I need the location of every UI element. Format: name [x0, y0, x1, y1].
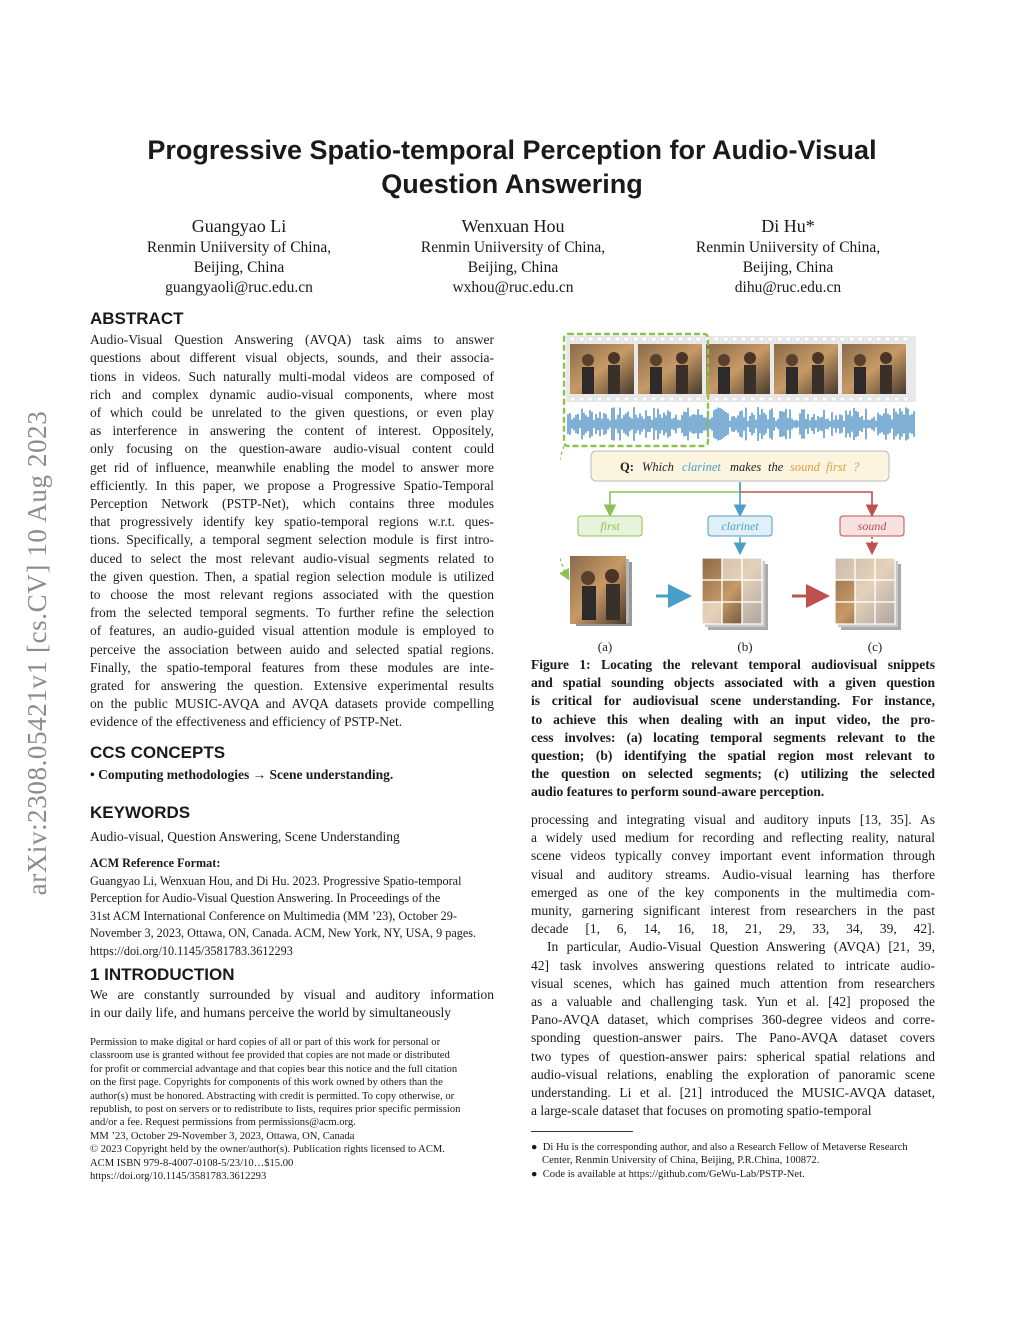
panel-label-c: (c) — [867, 639, 883, 654]
film-sprocket — [759, 337, 764, 341]
audio-waveform — [568, 407, 914, 441]
body-line: as a valuable and challenging task. Yun et al. [42] proposed the — [531, 994, 935, 1010]
film-sprocket — [804, 337, 809, 341]
abstract-line: of which could be unrelated to the given questions, or even play — [90, 405, 494, 421]
film-sprocket — [606, 397, 611, 401]
frame-person-head — [744, 352, 756, 364]
film-sprocket — [831, 397, 836, 401]
introduction-line: We are constantly surrounded by visual and auditory information — [90, 987, 494, 1003]
caption-line: cess involves: (a) locating temporal segments relevant to the — [531, 729, 935, 745]
abstract-line: evidence of the effectiveness and efficiency of PSTP-Net. — [90, 714, 403, 730]
film-sprocket — [732, 337, 737, 341]
abstract-line: of features, an audio-guided visual attention module is employed to — [90, 623, 494, 639]
abstract-line: grated for answering the question. Extensive experimental results — [90, 678, 494, 694]
film-sprocket — [669, 397, 674, 401]
arxiv-identifier: arXiv:2308.05421v1 [cs.CV] 10 Aug 2023 — [22, 410, 52, 896]
panel-grid-cell — [835, 602, 855, 624]
film-sprocket — [687, 337, 692, 341]
abstract-line: questions about different visual objects, sounds, and their associa- — [90, 350, 494, 366]
film-sprocket — [840, 337, 845, 341]
abstract-line: tions in videos. Such naturally multi-modal videos are composed of — [90, 368, 494, 384]
film-sprocket — [570, 337, 575, 341]
body-line: a widely used medium for recording and reflecting reality, natural — [531, 830, 935, 846]
film-sprocket — [894, 337, 899, 341]
film-sprocket — [588, 397, 593, 401]
abstract-line: that progressively identify key spatio-temporal regions w.r.t. ques- — [90, 514, 494, 530]
frame-person-body — [880, 365, 892, 394]
abstract-line: Perception Network (PSTP-Net), which contains three modules — [90, 496, 494, 512]
body-line: a large-scale dataset that focuses on promoting spatio-temporal — [531, 1103, 872, 1119]
author-block-2 — [383, 214, 643, 298]
body-line: understanding. Li et al. [21] introduced the MUSIC-AVQA dataset, — [531, 1085, 935, 1101]
author-location: Beijing, China — [742, 259, 834, 276]
introduction-heading: 1 INTRODUCTION — [90, 965, 235, 984]
film-sprocket — [723, 397, 728, 401]
permission-line: republish, to post on servers or to redistribute to lists, requires prior specific permission — [90, 1104, 461, 1116]
author-location: Beijing, China — [467, 259, 559, 276]
keywords-text: Audio-visual, Question Answering, Scene Understanding — [90, 829, 400, 845]
body-line: munity, garnering significant interest from researchers in the past — [531, 903, 935, 919]
frame-person-body — [676, 365, 688, 394]
footnote-1: ● Di Hu is the corresponding author, and also a Research Fellow of Metaverse Research — [531, 1142, 908, 1153]
introduction-section — [90, 966, 494, 1023]
frame-person-head — [854, 354, 866, 366]
panel-grid-cell — [742, 580, 762, 602]
film-sprocket — [777, 337, 782, 341]
frame-person-body — [744, 365, 756, 394]
body-line: two types of question-answer pairs: spherical spatial relations and — [531, 1048, 935, 1064]
body-line: visual and auditory streams. Audio-visual learning has therfore — [531, 866, 935, 882]
acm-reference — [90, 855, 494, 961]
frame-person-head — [676, 352, 688, 364]
ccs-section — [90, 744, 494, 784]
tag-clarinet-label: clarinet — [721, 519, 759, 533]
reference-line: 31st ACM International Conference on Multimedia (MM ’23), October 29- — [90, 908, 457, 923]
film-sprocket — [849, 337, 854, 341]
frame-person-head — [608, 352, 620, 364]
introduction-text — [90, 986, 494, 1022]
panel-grid-cell — [875, 602, 895, 624]
panel-grid-cell — [722, 602, 742, 624]
frame-person-head — [812, 352, 824, 364]
panel-grid-cell — [702, 558, 722, 580]
film-sprocket — [813, 337, 818, 341]
author-affiliation: Renmin Uniiversity of China, — [146, 239, 332, 256]
film-sprocket — [696, 337, 701, 341]
body-line: audio-visual relations, enabling the exploration of panoramic scene — [531, 1066, 935, 1082]
film-sprocket — [867, 397, 872, 401]
permission-line: on the first page. Copyrights for components of this work owned by others than the — [90, 1077, 443, 1089]
caption-line: Figure 1: Locating the relevant temporal audiovisual snippets — [531, 657, 935, 672]
body-line: visual scenes, which has gained much attention from researchers — [531, 975, 935, 991]
film-sprocket — [858, 337, 863, 341]
acm-reference-heading: ACM Reference Format: — [90, 856, 221, 870]
abstract-heading: ABSTRACT — [90, 309, 184, 328]
panel-a — [570, 556, 632, 626]
film-sprocket — [723, 337, 728, 341]
acm-reference-text — [90, 873, 494, 961]
video-frame — [638, 344, 702, 394]
author-name: Guangyao Li — [191, 216, 287, 236]
film-sprocket — [615, 397, 620, 401]
panel-grid-cell — [875, 580, 895, 602]
permission-line: https://doi.org/10.1145/3581783.3612293 — [90, 1171, 267, 1183]
film-sprocket — [903, 397, 908, 401]
body-line: sponding question-answer pairs. The Pano-AVQA dataset covers — [531, 1030, 935, 1046]
frame-person-head — [786, 354, 798, 366]
author-email[interactable]: dihu@ruc.edu.cn — [734, 279, 842, 296]
keywords-heading: KEYWORDS — [90, 803, 191, 822]
film-sprocket — [822, 337, 827, 341]
reference-line: Guangyao Li, Wenxuan Hou, and Di Hu. 2023. Progressive Spatio-temporal — [90, 873, 462, 888]
video-frame — [706, 344, 770, 394]
film-sprocket — [606, 337, 611, 341]
arrow-segment-to-panel-a — [560, 446, 568, 578]
permission-text — [90, 1036, 494, 1183]
film-sprocket — [813, 397, 818, 401]
film-sprocket — [732, 397, 737, 401]
frame-person-body — [608, 365, 620, 394]
film-sprocket — [876, 337, 881, 341]
video-frame — [842, 344, 906, 394]
frame-person-head — [880, 352, 892, 364]
film-sprocket — [840, 397, 845, 401]
video-film-strip — [566, 336, 916, 402]
panel-grid-cell — [855, 580, 875, 602]
permission-line: for profit or commercial advantage and that copies bear this notice and the full citation — [90, 1063, 458, 1075]
frame-person-body — [718, 367, 730, 394]
footnote-rule — [531, 1131, 633, 1132]
abstract-line: efficiently. In this paper, we propose a Progressive Spatio-Temporal — [90, 477, 494, 493]
arrow-to-sound — [740, 492, 872, 514]
film-sprocket — [624, 397, 629, 401]
film-sprocket — [687, 397, 692, 401]
film-sprocket — [642, 397, 647, 401]
ccs-heading: CCS CONCEPTS — [90, 743, 226, 762]
body-line: emerged as one of the key components in the multimedia com- — [531, 884, 935, 900]
panel-grid-cell — [855, 558, 875, 580]
abstract-line: tions. Specifically, a temporal segment selection module is first intro- — [90, 532, 494, 548]
film-sprocket — [624, 337, 629, 341]
abstract-line: the given question. Then, a spatial region selection module is utilized — [90, 568, 494, 584]
film-sprocket — [696, 397, 701, 401]
film-sprocket — [804, 397, 809, 401]
film-sprocket — [678, 337, 683, 341]
right-body-text — [531, 811, 935, 1120]
film-sprocket — [633, 397, 638, 401]
body-line: In particular, Audio-Visual Question Answering (AVQA) [21, 39, — [547, 939, 935, 955]
abstract-line: from the selected temporal segments. To further refine the selection — [90, 605, 494, 621]
abstract-line: duced to select the most relevant audio-visual segments related to — [90, 550, 494, 566]
panel-grid-cell — [722, 558, 742, 580]
permission-line: MM ’23, October 29-November 3, 2023, Ottawa, ON, Canada — [90, 1130, 355, 1142]
permission-line: classroom use is granted without fee provided that copies are not made or distributed — [90, 1050, 450, 1062]
panel-grid-cell — [875, 558, 895, 580]
panel-grid-cell — [702, 580, 722, 602]
film-sprocket — [750, 397, 755, 401]
abstract-line: to choose the most relevant regions associated with the question — [90, 587, 494, 603]
caption-line: is critical for audiovisual scene understanding. For instance, — [531, 693, 935, 709]
author-affiliation: Renmin Uniiversity of China, — [695, 239, 881, 256]
film-sprocket — [849, 397, 854, 401]
film-sprocket — [651, 397, 656, 401]
film-sprocket — [750, 337, 755, 341]
film-sprocket — [768, 397, 773, 401]
panel-grid-cell — [855, 602, 875, 624]
permission-line: ACM ISBN 979-8-4007-0108-5/23/10…$15.00 — [90, 1157, 294, 1169]
permission-line: Permission to make digital or hard copies of all or part of this work for personal or — [90, 1037, 441, 1048]
reference-line: https://doi.org/10.1145/3581783.3612293 — [90, 943, 293, 958]
permission-line: © 2023 Copyright held by the owner/author(s). Publication rights licensed to ACM. — [90, 1144, 445, 1156]
arrow-to-first — [610, 482, 740, 514]
panel-grid-cell — [742, 602, 762, 624]
panel-grid-cell — [702, 602, 722, 624]
panel-grid-cell — [835, 558, 855, 580]
keywords-section — [90, 804, 494, 846]
film-sprocket — [660, 397, 665, 401]
question-text: Q: Which clarinet makes the sound first ? — [620, 460, 860, 474]
footnotes — [531, 1141, 935, 1181]
caption-line: to achieve this when dealing with an input video, the pro- — [531, 711, 935, 727]
panel-label-a: (a) — [597, 639, 613, 654]
film-sprocket — [876, 397, 881, 401]
abstract-line: as interference in answering the content of interest. Oppositely, — [90, 423, 494, 439]
video-frame — [774, 344, 838, 394]
author-affiliation: Renmin Uniiversity of China, — [420, 239, 606, 256]
abstract-line: Audio-Visual Question Answering (AVQA) task aims to answer — [90, 332, 494, 348]
panel-c — [835, 558, 901, 630]
abstract-line: only focusing on the question-aware audio-visual content could — [90, 441, 494, 457]
tag-first-label: first — [600, 519, 620, 533]
right-body — [531, 811, 935, 1120]
abstract-text — [90, 331, 494, 731]
frame-person-body — [854, 367, 866, 394]
film-sprocket — [588, 337, 593, 341]
caption-line: and spatial sounding objects associated with a given question — [531, 675, 935, 691]
abstract-line: on the public MUSIC-AVQA and AVQA datasets provide compelling — [90, 696, 494, 712]
body-line: 42] task involves answering questions related to intricate audio- — [531, 957, 935, 973]
film-sprocket — [831, 337, 836, 341]
film-sprocket — [777, 397, 782, 401]
film-sprocket — [579, 337, 584, 341]
author-name: Wenxuan Hou — [461, 216, 565, 236]
author-name: Di Hu* — [761, 216, 815, 236]
film-sprocket — [597, 397, 602, 401]
frame-person-body — [812, 365, 824, 394]
film-sprocket — [714, 337, 719, 341]
caption-line: question; (b) identifying the spatial region most relevant to — [531, 748, 935, 764]
film-sprocket — [786, 337, 791, 341]
film-sprocket — [678, 397, 683, 401]
film-sprocket — [651, 337, 656, 341]
film-sprocket — [885, 337, 890, 341]
author-block-3 — [658, 214, 918, 298]
film-sprocket — [768, 337, 773, 341]
film-sprocket — [633, 337, 638, 341]
author-location: Beijing, China — [193, 259, 285, 276]
body-line: decade [1, 6, 14, 16, 18, 21, 29, 33, 34, 39, 42]. — [531, 921, 935, 937]
film-sprocket — [795, 397, 800, 401]
ccs-text: • Computing methodologies → Scene understanding. — [90, 767, 394, 783]
abstract-line: perceive the association between auido and selected spatial regions. — [90, 641, 494, 657]
introduction-line: in our daily life, and humans perceive the world by simultaneously — [90, 1005, 452, 1021]
title-line-2: Question Answering — [381, 169, 643, 199]
film-sprocket — [642, 337, 647, 341]
frame-person-body — [582, 367, 594, 394]
film-sprocket — [822, 397, 827, 401]
author-email[interactable]: wxhou@ruc.edu.cn — [452, 279, 574, 296]
body-line: Pano-AVQA dataset, which comprises 360-degree videos and corre- — [531, 1012, 935, 1028]
film-sprocket — [669, 337, 674, 341]
abstract-line: rich and complex dynamic audio-visual components, where most — [90, 386, 494, 402]
panel-b — [702, 558, 768, 630]
figure-1 — [560, 330, 940, 656]
tag-sound-label: sound — [857, 519, 887, 533]
caption-line: audio features to perform sound-aware perception. — [531, 784, 825, 800]
reference-line: November 3, 2023, Ottawa, ON, Canada. ACM, New York, NY, USA, 9 pages. — [90, 926, 477, 941]
film-sprocket — [741, 397, 746, 401]
film-sprocket — [660, 337, 665, 341]
abstract-line: get rid of influence, meanwhile enabling the model to answer more — [90, 459, 494, 475]
abstract-line: Finally, the spatio-temporal features from these modules are inte- — [90, 659, 494, 675]
permission-notice — [90, 1036, 494, 1183]
film-sprocket — [597, 337, 602, 341]
film-sprocket — [741, 337, 746, 341]
film-sprocket — [795, 337, 800, 341]
film-sprocket — [786, 397, 791, 401]
film-sprocket — [579, 397, 584, 401]
film-sprocket — [759, 397, 764, 401]
frame-person-head — [650, 354, 662, 366]
film-sprocket — [885, 397, 890, 401]
panel-label-b: (b) — [737, 639, 753, 654]
footnote-2: ● Code is available at https://github.com/GeWu-Lab/PSTP-Net. — [531, 1168, 805, 1180]
film-sprocket — [903, 337, 908, 341]
title-line-1: Progressive Spatio-temporal Perception for Audio-Visual — [147, 135, 877, 165]
film-sprocket — [894, 397, 899, 401]
caption-line: the question on selected segments; (c) utilizing the selected — [531, 766, 935, 782]
left-column — [90, 310, 494, 732]
permission-line: author(s) must be honored. Abstracting with credit is permitted. To copy otherwise, or — [90, 1090, 455, 1102]
footnote-1-cont: Center, Renmin University of China, Beijing, P.R.China, 100872. — [542, 1155, 820, 1167]
frame-person-head — [582, 354, 594, 366]
panel-grid-cell — [835, 580, 855, 602]
panel-grid-cell — [722, 580, 742, 602]
permission-line: and/or a fee. Request permissions from permissions@acm.org. — [90, 1117, 356, 1129]
panel-grid-cell — [742, 558, 762, 580]
caption-text — [531, 656, 935, 802]
video-frame — [570, 344, 634, 394]
author-email[interactable]: guangyaoli@ruc.edu.cn — [165, 279, 313, 296]
film-sprocket — [615, 337, 620, 341]
body-line: processing and integrating visual and auditory inputs [13, 35]. As — [531, 812, 935, 827]
film-sprocket — [867, 337, 872, 341]
film-sprocket — [714, 397, 719, 401]
author-block-1 — [109, 214, 369, 298]
film-sprocket — [858, 397, 863, 401]
frame-person-body — [650, 367, 662, 394]
frame-person-head — [718, 354, 730, 366]
paper-title — [100, 133, 924, 201]
reference-line: Perception for Audio-Visual Question Answering. In Proceedings of the — [90, 891, 441, 906]
frame-person-body — [786, 367, 798, 394]
film-sprocket — [570, 397, 575, 401]
figure-caption — [531, 656, 935, 802]
body-line: scene videos typically convey important event information through — [531, 848, 935, 864]
